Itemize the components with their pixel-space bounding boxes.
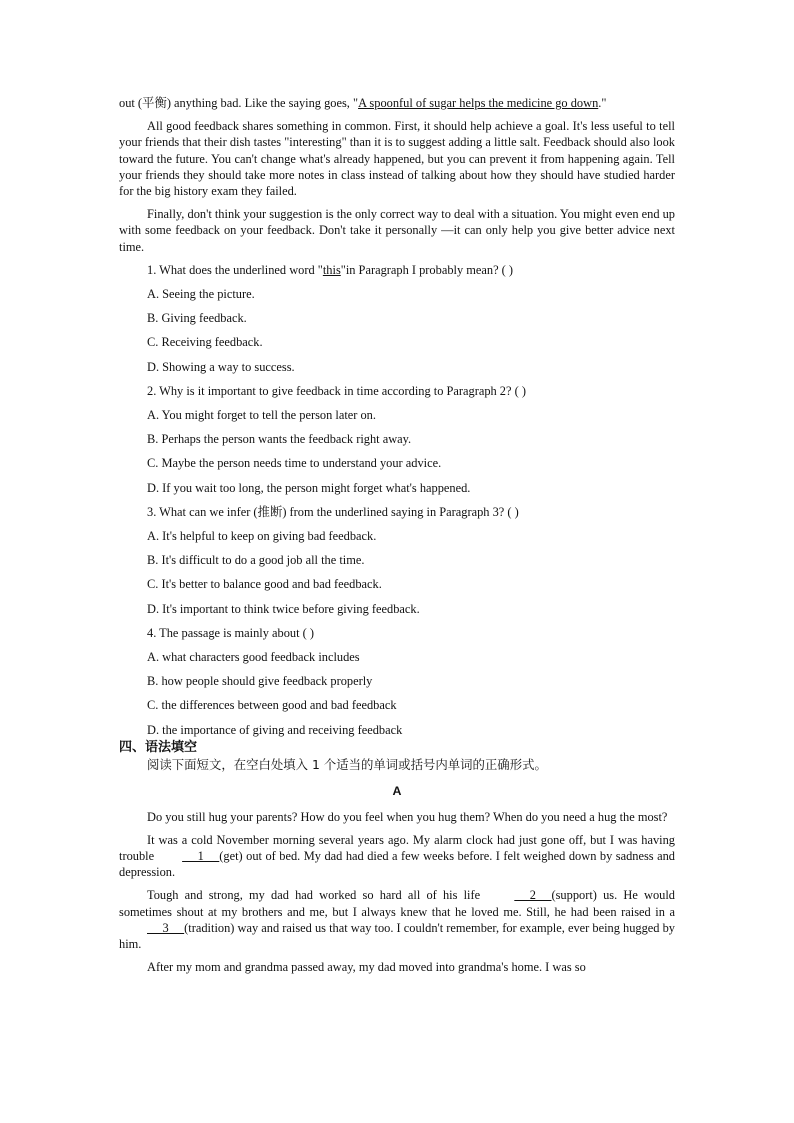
answer-option: D. If you wait too long, the person might forget what's happened. — [147, 480, 471, 495]
passage-label: A — [392, 784, 402, 799]
answer-option: D. Showing a way to success. — [147, 359, 295, 374]
answer-option: C. It's better to balance good and bad feedback. — [147, 577, 382, 592]
answer-option: B. Perhaps the person wants the feedback right away. — [147, 432, 412, 447]
passage-paragraph: It was a cold November morning several years ago. My alarm clock had just gone off, but I was having trouble 1 (get) out of bed. My dad had died a few weeks before. I felt weighed down by sadness and depression. — [119, 832, 675, 880]
answer-option: B. Giving feedback. — [147, 311, 247, 326]
passage-paragraph: Do you still hug your parents? How do you feel when you hug them? When do you need a hug the most? — [147, 809, 668, 824]
answer-option: D. the importance of giving and receiving feedback — [147, 722, 403, 737]
passage-paragraph: After my mom and grandma passed away, my dad moved into grandma's home. I was so — [147, 960, 586, 975]
underlined-word: this — [322, 262, 341, 277]
answer-option: C. Receiving feedback. — [147, 335, 263, 350]
blank-3[interactable]: 3 — [147, 920, 185, 935]
answer-option: B. how people should give feedback properly — [147, 674, 373, 689]
blank-1[interactable]: 1 — [182, 848, 220, 863]
answer-option: A. what characters good feedback includes — [147, 650, 360, 665]
question-stem: 2. Why is it important to give feedback in time according to Paragraph 2? ( ) — [147, 383, 526, 398]
question-stem: 4. The passage is mainly about ( ) — [147, 625, 315, 640]
question-stem: 3. What can we infer (推断) from the underlined saying in Paragraph 3? ( ) — [147, 504, 519, 519]
answer-option: A. It's helpful to keep on giving bad feedback. — [147, 529, 377, 544]
answer-option: C. Maybe the person needs time to understand your advice. — [147, 456, 442, 471]
answer-option: A. Seeing the picture. — [147, 287, 255, 302]
answer-option: B. It's difficult to do a good job all the time. — [147, 553, 365, 568]
passage-paragraph: All good feedback shares something in common. First, it should help achieve a goal. It's less useful to tell your friends that their dish tastes "interesting" than it is to suggest adding a little salt. Feedback should also look toward the future. You can't change what's already happened, but you can prevent it from happening again. Tell your friends they should take more notes in class instead of talking about how they should have studied harder for the big history exam they failed. — [119, 119, 675, 199]
answer-option: A. You might forget to tell the person later on. — [147, 408, 376, 423]
passage-paragraph: Tough and strong, my dad had worked so hard all of his life 2 (support) us. He would sometimes shout at my brothers and me, but I always knew that he loved me. Still, he had been raised in a 3 (tradition) way and raised us that way too. I couldn't remember, for example, ever being hugged by him. — [119, 888, 675, 951]
answer-option: D. It's important to think twice before giving feedback. — [147, 601, 420, 616]
section-heading: 四、语法填空 — [119, 739, 198, 755]
passage-paragraph: out (平衡) anything bad. Like the saying goes, "A spoonful of sugar helps the medicine go down." — [119, 96, 607, 110]
blank-2[interactable]: 2 — [514, 888, 552, 903]
passage-paragraph: Finally, don't think your suggestion is the only correct way to deal with a situation. You might even end up with some feedback on your feedback. Don't take it personally —it can only help you give better advice next time. — [119, 207, 675, 254]
section-instruction: 阅读下面短文，在空白处填入 1 个适当的单词或括号内单词的正确形式。 — [147, 757, 547, 773]
underlined-saying: A spoonful of sugar helps the medicine go down — [358, 96, 599, 110]
answer-option: C. the differences between good and bad feedback — [147, 698, 397, 713]
document-page — [119, 95, 675, 982]
question-stem: 1. What does the underlined word "this"in Paragraph I probably mean? ( ) — [147, 262, 514, 277]
